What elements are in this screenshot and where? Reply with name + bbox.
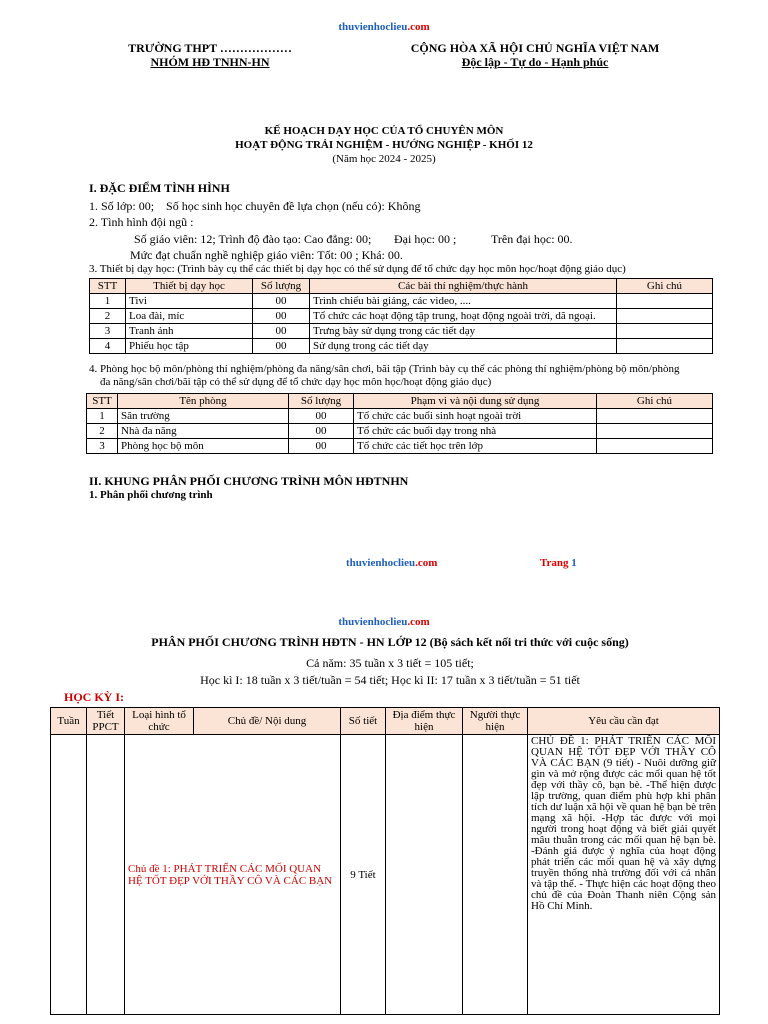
table-header-row: STT Thiết bị dạy học Số lượng Các bài thí nghiệm/thực hành Ghi chú (90, 279, 713, 294)
table-header-row: Tuần Tiết PPCT Loại hình tổ chức Chủ đề/ Nội dung Số tiết Địa điểm thực hiện Người thực hiện Yêu cầu cần đạt (51, 708, 720, 735)
periods-cell: 9 Tiết (341, 735, 386, 1015)
staff-standard: Mức đạt chuẩn nghề nghiệp giáo viên: Tốt: 00 ; Khá: 00. (130, 248, 403, 262)
table-row: 2 Nhà đa năng 00 Tổ chức các buổi dạy trong nhà (87, 424, 713, 439)
table-row: 3 Phòng học bộ môn 00 Tổ chức các tiết học trên lớp (87, 439, 713, 454)
rooms-table (86, 393, 713, 454)
section2-heading: II. KHUNG PHÂN PHỐI CHƯƠNG TRÌNH MÔN HĐTNHN (89, 474, 409, 488)
equipment-heading: 3. Thiết bị dạy học: (Trình bày cụ thể các thiết bị dạy học có thể sử dụng để tổ chức dạy học môn học/hoạt động giáo dục) (89, 263, 626, 275)
term-summary: Học kì I: 18 tuần x 3 tiết/tuần = 54 tiết; Học kì II: 17 tuần x 3 tiết/tuần = 51 tiết (200, 673, 580, 687)
table-row: 3 Tranh ảnh 00 Trưng bày sử dụng trong các tiết dạy (90, 324, 713, 339)
staff-count: Số giáo viên: 12; Trình độ đào tạo: Cao đẳng: 00; (134, 232, 372, 246)
rooms-heading: 4. Phòng học bộ môn/phòng thí nghiệm/phòng đa năng/sân chơi, bãi tập (Trình bày cụ thể các phòng thí nghiệm/phòng bộ môn/phòng đa năng/sân chơi/bãi tập có thể sử dụng để tổ chức dạy học môn học/hoạt động giáo dục) (89, 363, 680, 388)
topic-cell: Chủ đề 1: PHÁT TRIỂN CÁC MỐI QUAN HỆ TỐT ĐẸP VỚI THẦY CÔ VÀ CÁC BẠN (125, 735, 341, 1015)
group-name: NHÓM HĐ TNHN-HN (150, 55, 270, 69)
school-name: TRƯỜNG THPT ……………… (128, 41, 292, 55)
staff-postgrad: Trên đại học: 00. (491, 232, 573, 246)
section2-subheading: 1. Phân phối chương trình (89, 489, 213, 501)
site-watermark: thuvienhoclieu.com (338, 21, 430, 33)
class-count: 1. Số lớp: 00; Số học sinh học chuyên đề lựa chọn (nếu có): Không (89, 199, 421, 213)
schedule-title: PHÂN PHỐI CHƯƠNG TRÌNH HĐTN - HN LỚP 12 (Bộ sách kết nối tri thức với cuộc sống) (151, 635, 629, 649)
staff-university: Đại học: 00 ; (394, 232, 457, 246)
equipment-table (89, 278, 713, 354)
table-row: 1 Tivi 00 Trình chiếu bài giảng, các video, .... (90, 294, 713, 309)
semester-heading: HỌC KỲ I: (64, 690, 124, 704)
motto: Độc lập - Tự do - Hạnh phúc (461, 55, 609, 69)
requirements-cell: CHỦ ĐỀ 1: PHÁT TRIỂN CÁC MỐI QUAN HỆ TỐT ĐẸP VỚI THẦY CÔ VÀ CÁC BẠN (9 tiết) - Nuôi dưỡng giữ gìn và mở rộng được các mối quan hệ tốt đẹp với thầy cô, bạn bè. -Thể hiện được lập trường, quan điểm phù hợp khi phân tích dư luận xã hội về quan hệ bạn bè trên mạng xã hội. -Hợp tác được với mọi người trong hoạt động và biết giải quyết mâu thuẫn trong các mối quan hệ bạn bè. -Đánh giá được ý nghĩa của hoạt động phát triển các mối quan hệ và xây dựng truyền thống nhà trường đối với cá nhân và tập thể. - Thực hiện các hoạt động theo chủ đề của Đoàn Thanh niên Cộng sản Hồ Chí Minh. (528, 735, 720, 1015)
doc-title-line1: KẾ HOẠCH DẠY HỌC CỦA TỔ CHUYÊN MÔN (264, 125, 504, 137)
table-row: 4 Phiếu học tập 00 Sử dụng trong các tiết dạy (90, 339, 713, 354)
year-summary: Cả năm: 35 tuần x 3 tiết = 105 tiết; (306, 656, 474, 670)
table-header-row: STT Tên phòng Số lượng Phạm vi và nội dung sử dụng Ghi chú (87, 394, 713, 409)
table-row: 2 Loa đài, míc 00 Tổ chức các hoạt động tập trung, hoạt động ngoài trời, dã ngoại. (90, 309, 713, 324)
site-watermark-2: thuvienhoclieu.com (338, 616, 430, 628)
table-row: 1 Sân trường 00 Tổ chức các buổi sinh hoạt ngoài trời (87, 409, 713, 424)
doc-title-line2: HOẠT ĐỘNG TRẢI NGHIỆM - HƯỚNG NGHIỆP - KHỐI 12 (235, 139, 533, 151)
schedule-table (50, 707, 720, 1015)
doc-title-year: (Năm học 2024 - 2025) (332, 153, 436, 165)
footer-site: thuvienhoclieu.com (346, 557, 438, 569)
table-row (51, 735, 720, 1015)
page-number: Trang 1 (540, 557, 577, 569)
staff-heading: 2. Tình hình đội ngũ : (89, 215, 194, 229)
nation-name: CỘNG HÒA XÃ HỘI CHỦ NGHĨA VIỆT NAM (410, 41, 660, 55)
section1-heading: I. ĐẶC ĐIỂM TÌNH HÌNH (89, 181, 230, 195)
